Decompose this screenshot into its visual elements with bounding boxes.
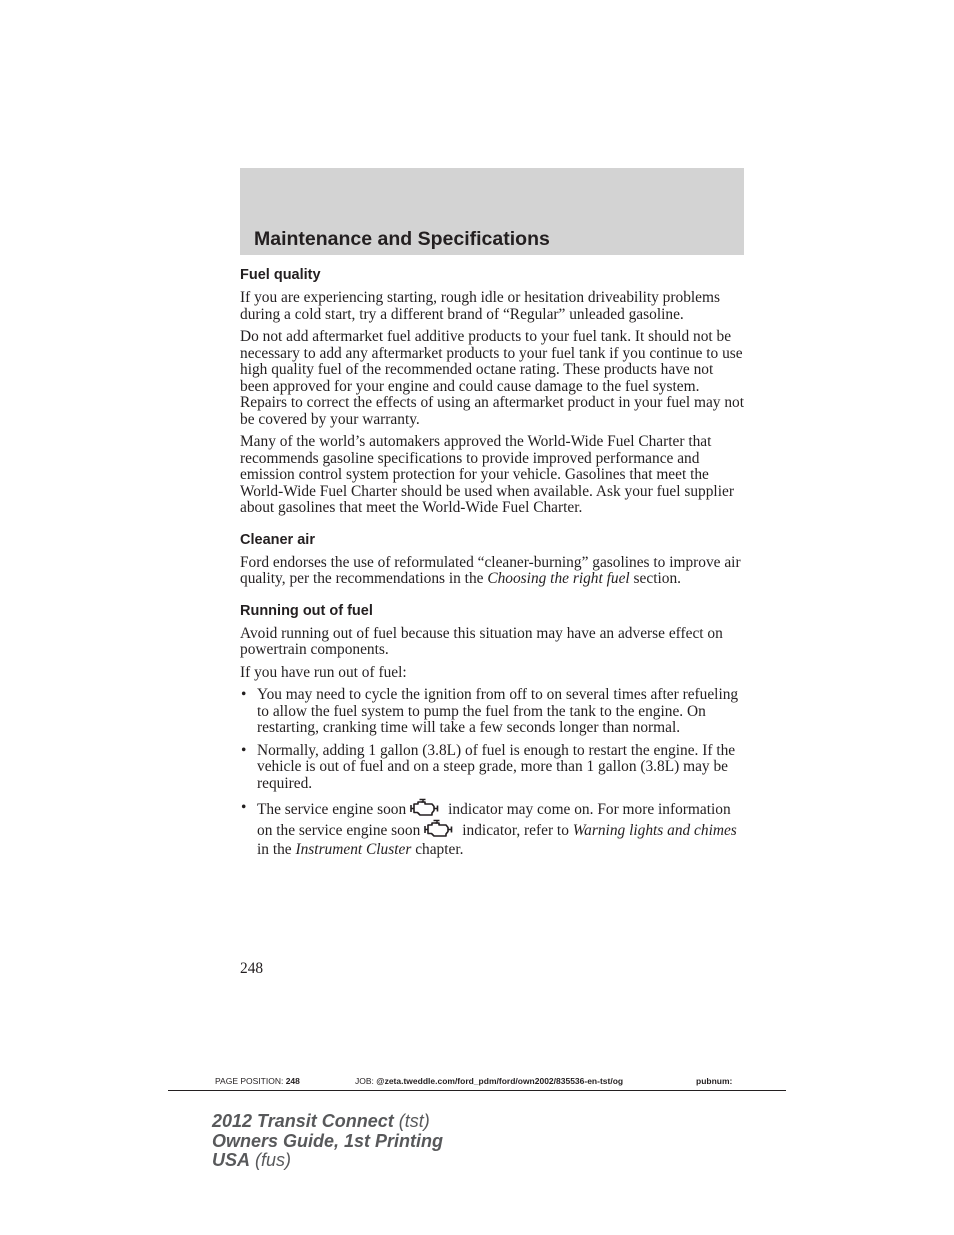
text: The service engine soon: [257, 801, 407, 818]
list-item: • Normally, adding 1 gallon (3.8L) of fuel is enough to restart the engine. If the vehicle is out of fuel and on a steep grade, more than 1 gallon (3.8L) may be required.: [240, 743, 746, 793]
page-title: Maintenance and Specifications: [254, 228, 550, 250]
chapter-reference: Warning lights and chimes: [572, 822, 737, 839]
text: indicator, refer to: [462, 822, 569, 839]
text: section.: [629, 570, 681, 587]
footer-pubnum: [696, 1076, 732, 1086]
text: indicator may come on. For more information on the service engine soon: [257, 801, 731, 839]
list-item: [240, 798, 746, 859]
stamp-text: 2012 Transit Connect: [212, 1111, 394, 1131]
page-content: [240, 266, 746, 865]
footer-value: 248: [285, 1076, 300, 1086]
stamp-text: Owners Guide, 1st Printing: [212, 1130, 444, 1151]
paragraph: Many of the world’s automakers approved the World-Wide Fuel Charter that recommends gasoline specifications to provide improved performance and emission control system protection for your vehicle. Gasolines that meet the World-Wide Fuel Charter should be used when available. Ask your fuel supplier about gasolines that meet the World-Wide Fuel Charter.: [240, 433, 734, 516]
print-stamp: [212, 1112, 443, 1171]
section-reference: Choosing the right fuel: [487, 570, 630, 587]
paragraph: If you have run out of fuel:: [240, 663, 407, 681]
text: Ford endorses the use of reformulated “cleaner-burning” gasolines to improve air quality, per the recommendations in the: [240, 553, 741, 587]
fuel-quality-heading: Fuel quality: [240, 267, 321, 283]
paragraph: Avoid running out of fuel because this situation may have an adverse effect on powertrain components.: [240, 624, 723, 658]
paragraph: Do not add aftermarket fuel additive products to your fuel tank. It should not be necessary to add any aftermarket products to your fuel tank if you continue to use high quality fuel of the recommended octane rating. These products have not been approved for your engine and could cause damage to the fuel system. Repairs to correct the effects of using an aftermarket product in your fuel may not be covered by your warranty.: [240, 328, 745, 428]
text: in the: [257, 841, 296, 858]
footer-label: pubnum:: [696, 1076, 733, 1086]
running-out-heading: Running out of fuel: [240, 602, 373, 619]
stamp-line: [212, 1112, 443, 1132]
check-engine-icon: [408, 798, 440, 818]
stamp-text: (tst): [393, 1111, 430, 1131]
paragraph: [240, 555, 746, 588]
stamp-text: (fus): [250, 1150, 292, 1170]
footer-label: JOB:: [355, 1076, 374, 1086]
footer-page-position: [215, 1076, 300, 1086]
check-engine-icon: [422, 819, 454, 839]
footer-divider: [168, 1090, 786, 1091]
footer-label: PAGE POSITION:: [215, 1076, 284, 1086]
running-out-section: [240, 602, 746, 860]
cleaner-air-heading: Cleaner air: [240, 531, 315, 548]
text: chapter.: [411, 841, 464, 858]
chapter-reference: Instrument Cluster: [295, 841, 412, 858]
paragraph: If you are experiencing starting, rough idle or hesitation driveability problems during a cold start, try a different brand of “Regular” unleaded gasoline.: [240, 289, 720, 323]
list-item: • You may need to cycle the ignition from off to on several times after refueling to allow the fuel system to pump the fuel from the tank to the engine. On restarting, cranking time will take a few seconds longer than normal.: [240, 687, 746, 737]
footer-job: [355, 1076, 623, 1086]
cleaner-air-section: [240, 531, 746, 588]
fuel-quality-section: [240, 266, 746, 517]
stamp-text: USA: [212, 1150, 251, 1170]
page-number: 248: [240, 960, 264, 977]
footer-value: @zeta.tweddle.com/ford_pdm/ford/own2002/835536-en-tst/og: [376, 1076, 624, 1086]
stamp-line: [212, 1151, 443, 1171]
bullet-list: [240, 687, 746, 859]
section-header-band: [240, 168, 744, 255]
stamp-line: [212, 1132, 443, 1152]
